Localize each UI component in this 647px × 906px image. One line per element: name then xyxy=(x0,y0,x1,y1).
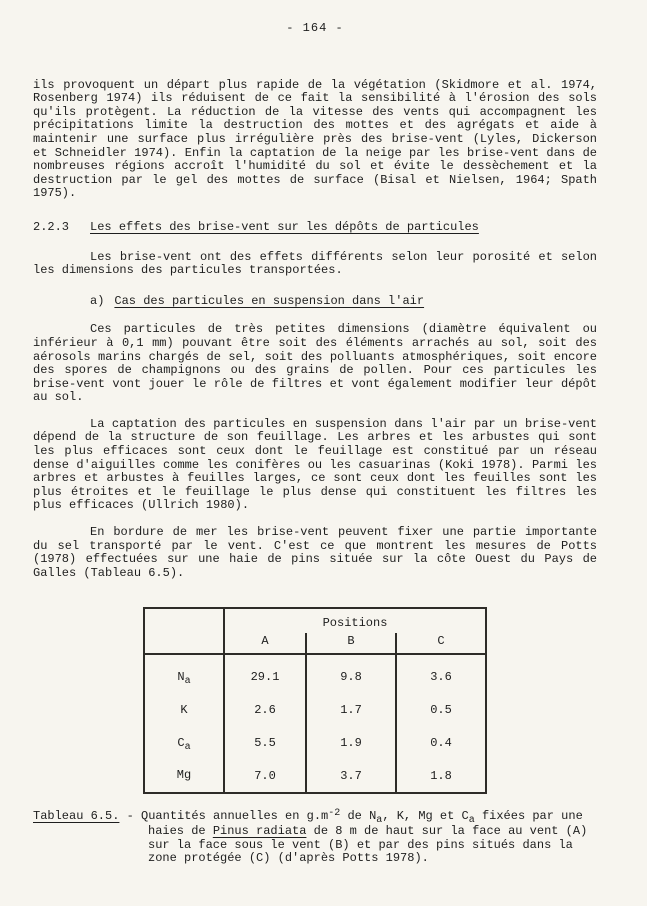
caption-species-name: Pinus radiata xyxy=(212,824,307,838)
caption-superscript: -2 xyxy=(328,808,341,820)
row-label-k xyxy=(144,694,224,727)
table-header-row-positions xyxy=(144,608,486,633)
element-symbol: N xyxy=(177,669,185,684)
section-title: Les effets des brise-vent sur les dépôts de particules xyxy=(90,219,479,234)
page-number: - 164 - xyxy=(286,21,344,35)
paragraph-sea-salt: En bordure de mer les brise-vent peuvent fixer une partie importante du sel transporté par le vent. C'est ce que montrent les mesures de Potts (1978) effectuées sur une haie de pins située sur la côte Ouest du Pays de Galles (Tableau 6.5). xyxy=(33,525,597,580)
caption-label: Tableau 6.5. xyxy=(33,809,120,824)
paragraph-erosion: ils provoquent un départ plus rapide de la végétation (Skidmore et al. 1974, Rosenberg 1974) ils réduisent de ce fait la sensibilité à l'érosion des sols qu'ils protègent. La réduction de la vitesse des vents qui accompagnent les précipitations limite la destruction des mottes et des agrégats et aide à maintenir une surface plus irrégulière près des brise-vent (Lyles, Dickerson et Schneidler 1974). Enfin la captation de la neige par les brise-vent dans de nombreuses régions accroît l'humidité du sol et évite le dessèchement et la destruction par le gel des mottes de surface (Bisal et Nielsen, 1964; Spath 1975). xyxy=(33,77,597,201)
table-row-mg xyxy=(144,760,486,793)
cell-mg-b: 3.7 xyxy=(306,760,396,793)
section-number: 2.2.3 xyxy=(33,219,70,234)
cell-mg-c: 1.8 xyxy=(396,760,486,793)
cell-k-a: 2.6 xyxy=(254,703,276,718)
caption-subscript: a xyxy=(376,815,383,827)
row-label-ca xyxy=(144,727,224,760)
subsection-heading xyxy=(90,295,597,309)
table-row-k xyxy=(144,694,486,727)
caption-text: fixées par une haies de xyxy=(148,809,583,838)
table-corner-cell xyxy=(144,633,224,654)
element-symbol: Mg xyxy=(176,768,192,783)
cell-na-b: 9.8 xyxy=(306,654,396,694)
table-caption xyxy=(33,810,597,865)
cell-k-c: 0.5 xyxy=(396,694,486,727)
caption-text: de N xyxy=(340,809,377,824)
element-symbol: K xyxy=(180,702,188,717)
section-heading xyxy=(33,221,597,235)
positions-header: Positions xyxy=(322,616,388,631)
subsection-marker: a) xyxy=(90,293,105,308)
table-row-na xyxy=(144,654,486,694)
paragraph-effects: Les brise-vent ont des effets différents selon leur porosité et selon les dimensions des particules transportées. xyxy=(33,249,597,278)
cell-k-b: 1.7 xyxy=(306,694,396,727)
element-subscript: a xyxy=(184,741,191,753)
caption-subscript: a xyxy=(468,815,475,827)
caption-text: de 8 m de haut sur la face au vent (A) sur la face sous le vent (B) et par des pins situés dans la zone protégée (C) (d'après Potts 1978). xyxy=(148,824,588,866)
row-label-mg xyxy=(144,760,224,793)
element-subscript: a xyxy=(184,675,191,687)
cell-mg-a: 7.0 xyxy=(254,768,276,783)
paragraph-captation: La captation des particules en suspension dans l'air par un brise-vent dépend de la structure de son feuillage. Les arbres et les arbustes qui sont les plus efficaces sont ceux dont le feuillage est constitué par un réseau dense d'aiguilles comme les conifères ou les casuarinas (Koki 1978). Parmi les arbres et arbustes à feuilles larges, ce sont ceux dont les feuilles sont les plus étroites et le feuillage le plus dense qui constituent les filtres les plus efficaces (Ullrich 1980). xyxy=(33,416,597,513)
element-symbol: C xyxy=(177,735,185,750)
table-header-row-columns xyxy=(144,633,486,654)
cell-na-c: 3.6 xyxy=(396,654,486,694)
column-header-b: B xyxy=(306,633,396,654)
cell-na-a: 29.1 xyxy=(250,670,280,685)
caption-text: - Quantités annuelles en g.m xyxy=(119,809,329,824)
cell-ca-c: 0.4 xyxy=(396,727,486,760)
column-header-a: A xyxy=(224,633,306,654)
positions-table xyxy=(143,607,487,794)
cell-ca-b: 1.9 xyxy=(306,727,396,760)
paragraph-particles: Ces particules de très petites dimensions (diamètre équivalent ou inférieur à 0,1 mm) pouvant être soit des éléments arrachés au sol, soit des aérosols marins chargés de sel, soit des polluants atmosphériques, soit encore des spores de champignons ou des grains de pollen. Pour ces particules les brise-vent vont jouer le rôle de filtres et vont également modifier leur dépôt au sol. xyxy=(33,322,597,405)
caption-text: , K, Mg et C xyxy=(382,809,469,824)
column-header-c: C xyxy=(396,633,486,654)
table-row-ca xyxy=(144,727,486,760)
row-label-na xyxy=(144,654,224,694)
table-corner-cell xyxy=(144,608,224,633)
cell-ca-a: 5.5 xyxy=(254,736,276,751)
subsection-title: Cas des particules en suspension dans l'air xyxy=(114,293,425,308)
